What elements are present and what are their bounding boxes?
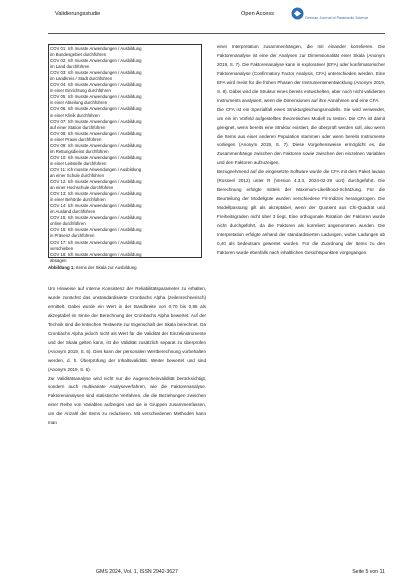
box-item-line: COV 16: Ich musste Anwendungen / Ausbildung [50, 227, 142, 233]
figure-caption [48, 265, 137, 270]
box-item-line: COV 13: Ich musste Anwendungen / Ausbildung [50, 191, 142, 197]
running-title: Validierungsstudie [55, 11, 101, 17]
box-item-line: COV 05: Ich musste Anwendungen / Ausbildung [50, 94, 142, 100]
box-item-line: COV 07: Ich musste Anwendungen / Ausbildung [50, 118, 142, 124]
box-item-line: in einer Praxis durchführen [50, 136, 102, 142]
box-item-line: COV 09: Ich musste Anwendungen / Ausbildung [50, 142, 142, 148]
box-item-line: auf einer Station durchführen [50, 124, 106, 130]
box-item-line: im Landkreis / Stadt durchführen [50, 76, 113, 82]
caption-label: Abbildung 1: [48, 265, 75, 270]
box-item-line: im Bundesgebiet durchführen [50, 52, 107, 58]
journal-name: German Journal of Paramedic Science [305, 16, 369, 20]
box-item-line: COV 03: Ich musste Anwendungen / Ausbildung [50, 70, 142, 76]
box-item-line: absagen [50, 257, 67, 263]
paragraph: Zur Validitätsanalyse wird nicht nur die Augenscheinvalidität berücksichtigt, sondern auch multivariate Analyseverfahren, wie die Faktorenanalyse. Faktorenanalysen sind statistische Verfahren, die die Beziehungen zwischen einer Reihe von Variablen aufzeigen und sie in Gruppen zusammenfassen, um die Anzahl der Items zu reduzieren. Mit verschiedenen Methoden kann man [48, 375, 206, 426]
box-item-line: an einer Hochschule durchführen [50, 185, 114, 191]
box-item-line: COV 12: Ich musste Anwendungen / Ausbildung [50, 179, 142, 185]
box-item-line: COV 11: Ich musste Anwendungen / Ausbildung [50, 166, 142, 172]
journal-logo [289, 6, 381, 34]
box-item-line: im Rettungsdienst durchführen [50, 148, 109, 154]
box-item-line: im Ausland durchführen [50, 209, 96, 215]
box-item-line: COV 17: Ich musste Anwendungen / Ausbildung [50, 239, 142, 245]
items-box [48, 44, 202, 263]
box-item-line: online durchführen [50, 221, 86, 227]
journal-citation: GMS 2024, Vol. 1, ISSN 2942-3627 [96, 569, 178, 575]
box-item-line: COV 10: Ich musste Anwendungen / Ausbildung [50, 154, 142, 160]
box-item-line: COV 06: Ich musste Anwendungen / Ausbildung [50, 106, 142, 112]
box-item-line: in Präsenz durchführen [50, 233, 95, 239]
box-item-line: an einer Schule durchführen [50, 172, 104, 178]
journal-logo-icon [291, 7, 304, 20]
paragraph: einer Interpretation zusammenhängen, die mit einander korrelieren. Die Faktorenanalyse ist eine der Analysen zur Dimensionalität einer Skala (Anonym 2019, S. 7). Die Faktorenanalyse kann in explorativer (EFA) oder konfirmatorischer Faktorenanalyse (Confirmatory Factor Analysis, CFA) unterschieden werden. Eine EFA wird meist für die frühen Phasen der Instrumentenentwicklung (Anonym 2019, S. 8). Dabei wird die Struktur eines bereits entwickelten, aber noch nicht validierten Instruments analysiert, wenn die Dimensionen auf ihre Annahmen und eine CFA. [217, 44, 385, 103]
paragraph: Bezugnehmend auf die eingesetzte Software wurde die CFA mit dem Paket lavaan (Rosseel 2012) unter R (Version 4.3.3, 2024-02-29 ucrt) durchgeführt. Die Berechnung erfolgte mittels der Maximum-Likelihood-Schätzung. Für die Beurteilung der Modellgüte wurden verschiedene Fit-Indizes herangezogen. Die Modellpassung gilt als akzeptabel, wenn der Quotient aus Chi-Quadrat und Freiheitsgraden nicht über 3 liegt. Eine orthogonale Rotation der Faktoren wurde nicht durchgeführt, da die Faktoren als korreliert angenommen wurden. Die Interpretation erfolgte anhand der standardisierten Ladungen, wobei Ladungen ab 0,40 als bedeutsam gewertet wurden. Für die Zuordnung der Items zu den Faktoren wurde ebenfalls nach inhaltlichen Gesichtspunkten vorgegangen. [217, 169, 385, 255]
page-footer [48, 569, 385, 577]
box-item-line: in einer Klinik durchführen [50, 112, 100, 118]
box-item-line: COV 02: Ich musste Anwendungen / Ausbildung [50, 58, 142, 64]
right-column [217, 43, 385, 258]
box-item-line: COV 01: Ich musste Anwendungen / Ausbildung [50, 46, 142, 51]
box-item-line: in einer Leitstelle durchführen [50, 160, 107, 166]
header-rule [48, 33, 385, 34]
open-access-label: Open Access [241, 11, 274, 17]
caption-text: Items der Skala zur Ausbildung [76, 265, 137, 270]
box-item-line: verschieben [50, 245, 74, 251]
paragraph: Um Hinweise auf interne Konsistenz der Reliabilitätsparameter zu erhalten, wurde zunächst das unstandardisierte Cronbachs Alpha (zeilenrechnerisch) ermittelt. Dabei wurde ein Wert in der Bandbreite von 0,70 bis 0,95 als akzeptabel im Sinne der Berechnung der Cronbachs Alpha bewertet. Auf der Technik sind die kritischen Testwerte zur Eigenschaft der Skala berechnet. Da Cronbachs Alpha jedoch nicht als Wert für die Validität der Einzelinstrumente und der Skala gelten kann, ist die Validität zusätzlich separat zu überprüfen (Anonym 2019, S. 6). Dies kann der personalen Wertberechnung vorbehalten werden, d. h. Überprüfung der Inhaltsvalidität. Weiter bewertet und sind (Anonym 2019, S. 6). [48, 286, 206, 372]
box-item-line: in einer Abteilung durchführen [50, 100, 108, 106]
box-item-line: in einer Einrichtung durchführen [50, 88, 111, 94]
box-item-line: COV 08: Ich musste Anwendungen / Ausbildung [50, 130, 142, 136]
box-item-line: im Land durchführen [50, 64, 90, 70]
page-header [29, 6, 385, 36]
box-item-line: COV 15: Ich musste Anwendungen / Ausbildung [50, 215, 142, 221]
items-list [50, 46, 142, 264]
box-item-line: COV 14: Ich musste Anwendungen / Ausbildung [50, 203, 142, 209]
left-column [48, 285, 206, 428]
box-item-line: COV 18: Ich musste Anwendungen / Ausbildung [50, 251, 142, 257]
box-item-line: COV 04: Ich musste Anwendungen / Ausbildung [50, 82, 142, 88]
box-item-line: in einer Behörde durchführen [50, 197, 106, 203]
paragraph: Die CFA ist ein Spezialfall eines Strukturgleichungsmodells. Sie wird verwendet, um ein im Vorfeld aufgestelltes theoretisches Modell zu testen. Die CFA ist damit geeignet, wenn bereits eine Struktur existiert, die überprüft werden soll, also wenn die Items aus einer anderen Population stammen oder wenn bereits Instrumente vorliegen (Anonym 2019, S. 7). Diese Vorgehensweise ermöglicht es, die Zusammenhänge zwischen den Faktoren sowie zwischen den einzelnen Variablen und den Faktoren aufzuzeigen. [217, 106, 385, 166]
page-number: Seite 5 von 11 [352, 569, 385, 575]
